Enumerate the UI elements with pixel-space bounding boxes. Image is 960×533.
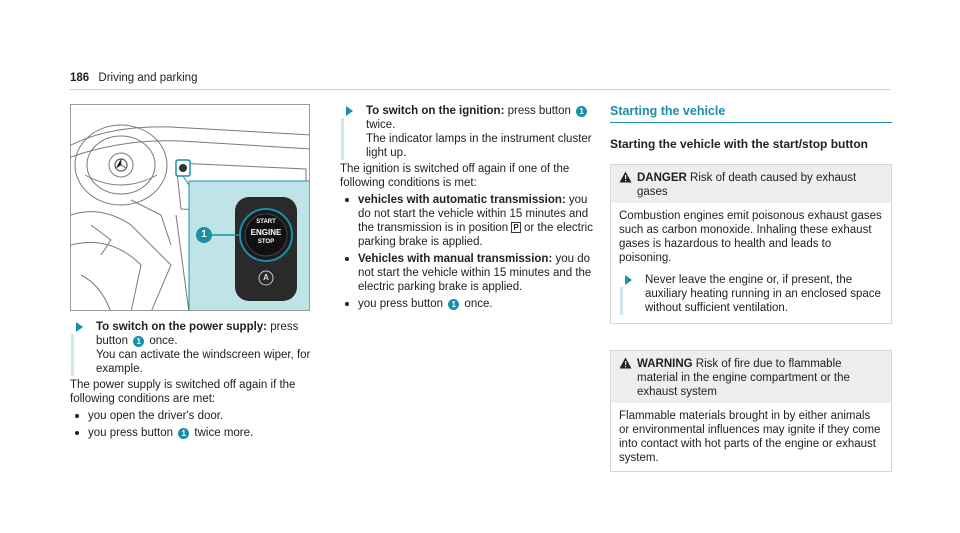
danger-box [610,164,892,324]
paragraph: The power supply is switched off again if the following conditions are met: [70,379,296,405]
callout-1-icon: 1 [133,336,144,347]
page-header [70,71,197,85]
paragraph: The ignition is switched off again if one of the following conditions is met: [340,163,570,189]
warning-heading-text: Risk of fire due to flammable material in the engine compartment or the exhaust system [637,358,850,398]
condition-list [70,409,315,440]
column-ignition [340,104,595,314]
step-text: once. [146,335,178,347]
warning-description: Flammable materials brought in by either animals or environmental influences may ignite if they come into contact with hot parts of the engine or exhaust system. [619,410,881,464]
step-title: To switch on the power supply: [96,321,268,333]
step-note: You can activate the windscreen wiper, for example. [96,349,311,375]
step-arrow-icon [76,322,83,332]
step-title: To switch on the ignition: [366,105,505,117]
list-item [70,426,315,440]
step-bar [620,287,623,315]
callout-1-icon: 1 [576,106,587,117]
section-title: Starting the vehicle [610,104,726,118]
dashboard-drawing [71,105,310,311]
warning-label: WARNING [637,358,693,370]
section-name: Driving and parking [98,72,198,84]
column-starting [610,104,892,490]
column-power-supply [70,320,315,443]
figure-callout: 1 [196,227,212,243]
list-item-text: twice more. [191,427,254,439]
danger-description: Combustion engines emit poisonous exhaust gases such as carbon monoxide. Inhaling these exhaust gases is hazardous to health and leads to poisoning. [619,210,882,264]
list-item [340,252,595,294]
danger-label: DANGER [637,172,687,184]
header-divider [70,89,890,90]
button-label-stop: STOP [257,239,275,245]
warning-body [611,403,891,471]
dashboard-illustration [70,104,310,311]
callout-1-icon: 1 [448,299,459,310]
list-item-text: you do not start the vehicle within 15 minutes and the transmission is in position [358,194,589,234]
list-item-text: you do not start the vehicle within 15 minutes and the electric parking brake is applied. [358,253,592,293]
list-item [70,409,315,423]
callout-1-icon: 1 [178,428,189,439]
step-text: twice. [366,119,396,131]
list-item-title: vehicles with automatic transmission: [358,194,566,206]
button-label-start: START [256,219,276,225]
step-ignition [340,104,595,160]
list-item-text: once. [461,298,493,310]
auto-start-stop-label: A [263,273,269,282]
danger-header [611,165,891,203]
warning-box [610,350,892,472]
step-arrow-icon [625,275,632,285]
step-bar [71,334,74,376]
danger-heading-text: Risk of death caused by exhaust gases [637,172,857,198]
warning-triangle-icon [619,357,632,369]
danger-step [619,273,883,315]
step-power-supply [70,320,315,376]
list-item-text: you press button [358,298,444,310]
danger-body [611,203,891,323]
list-item-text: or the electric parking brake is applied. [358,222,593,248]
list-item-title: Vehicles with manual transmission: [358,253,553,265]
park-position-icon: P [513,223,519,232]
step-note: The indicator lamps in the instrument cluster light up. [366,133,592,159]
step-bar [341,118,344,160]
warning-header [611,351,891,403]
condition-list [340,193,595,311]
list-item-text: you press button [88,427,174,439]
button-label-engine: ENGINE [250,228,282,237]
subsection-title: Starting the vehicle with the start/stop button [610,137,869,151]
page-number: 186 [70,72,90,84]
list-item [340,297,595,311]
danger-step-text: Never leave the engine or, if present, the auxiliary heating running in an enclosed space without sufficient ventilation. [645,274,881,314]
step-text: press button [96,321,299,347]
warning-triangle-icon [619,171,632,183]
list-item [340,193,595,249]
section-divider [610,122,892,123]
step-arrow-icon [346,106,353,116]
step-text: press button [504,105,571,117]
list-item-text: you open the driver's door. [88,410,224,422]
